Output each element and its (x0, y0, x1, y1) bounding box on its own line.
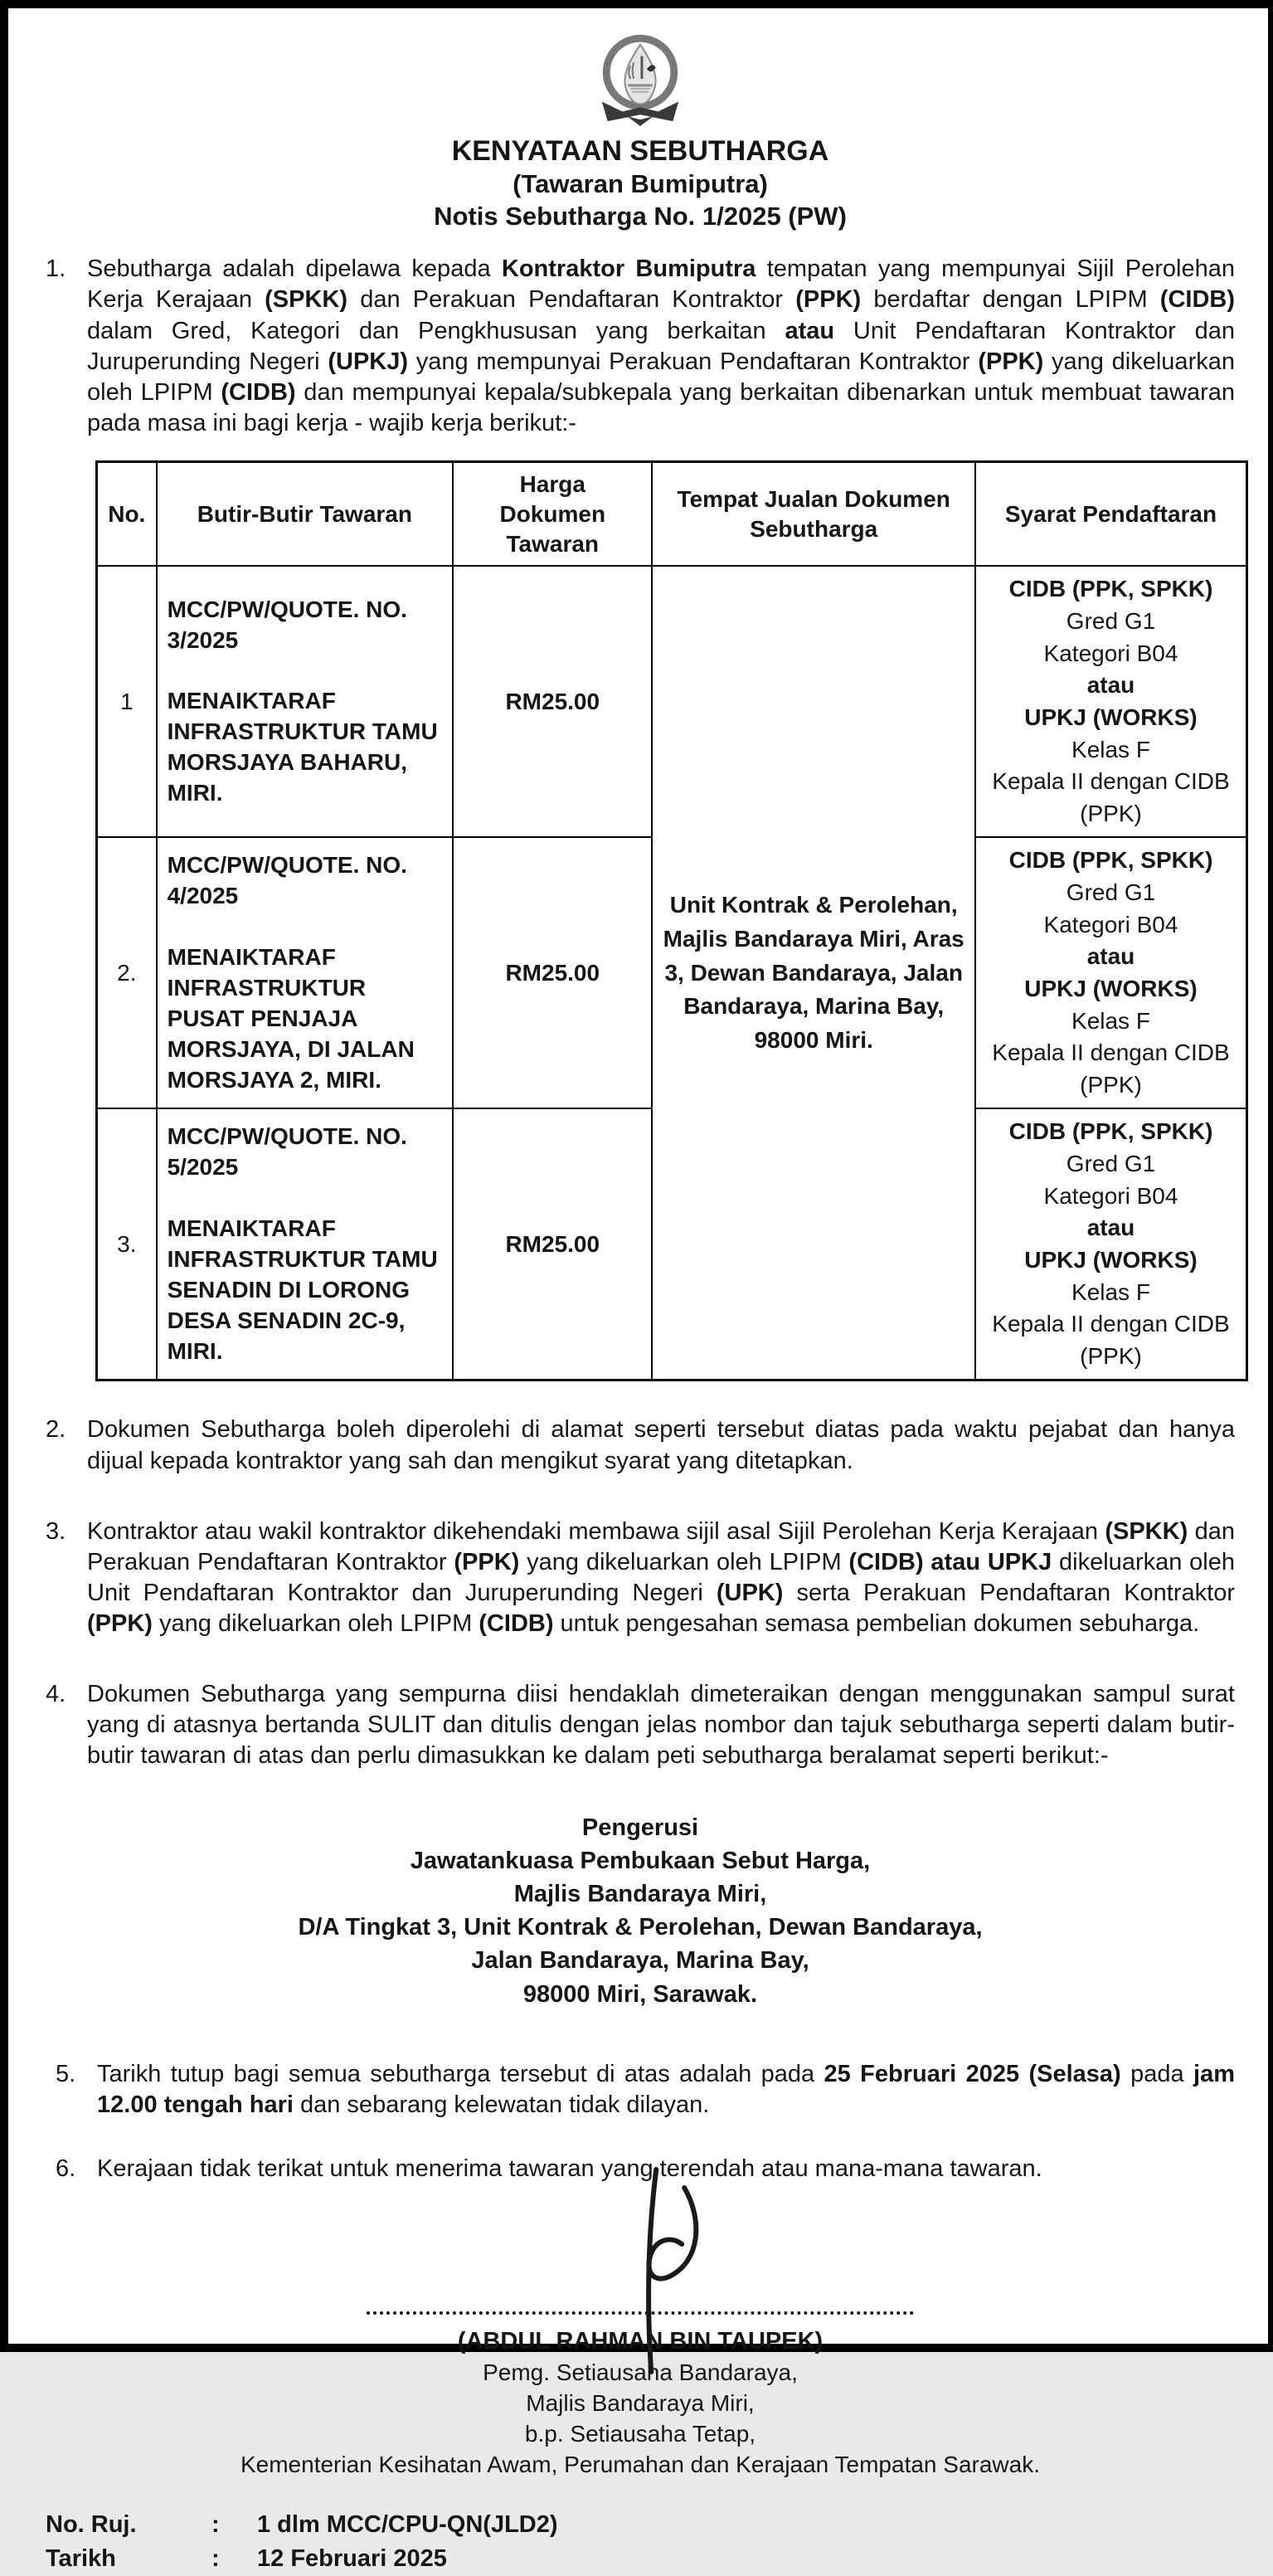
row-3-document-price: RM25.00 (453, 1108, 652, 1381)
sales-location-cell: Unit Kontrak & Perolehan, Majlis Bandaraya Miri, Aras 3, Dewan Bandaraya, Jalan Bandaraya, Marina Bay, 98000 Miri. (652, 566, 975, 1381)
column-header-no: No. (97, 461, 157, 566)
reference-label: No. Ruj. (46, 2511, 137, 2539)
paragraph-5-number: 5. (56, 2060, 76, 2087)
paragraph-3-text: Kontraktor atau wakil kontraktor dikehendaki membawa sijil asal Sijil Perolehan Kerja Kerajaan (SPKK) dan Perakuan Pendaftaran Kontraktor (PPK) yang dikeluarkan oleh LPIPM (CIDB) atau UPKJ dikeluarkan oleh Unit Pendaftaran Kontraktor dan Juruperunding Negeri (UPK) serta Perakuan Pendaftaran Kontraktor (PPK) yang dikeluarkan oleh LPIPM (CIDB) untuk pengesahan semasa pembelian dokumen sebuharga. (87, 1517, 1236, 1637)
row-3-registration-requirements: CIDB (PPK, SPKK) Gred G1 Kategori B04 atau UPKJ (WORKS) Kelas F Kepala II dengan CIDB (PPK) (975, 1108, 1247, 1381)
row-3-tender-details: MCC/PW/QUOTE. NO. 5/2025 MENAIKTARAF INFRASTRUKTUR TAMU SENADIN DI LORONG DESA SENADIN 2C-9, MIRI. (157, 1108, 454, 1381)
paragraph-6 (56, 2154, 1235, 2184)
reference-footer (46, 2508, 1235, 2575)
paragraph-4 (46, 1679, 1235, 1771)
row-1-no: 1 (97, 566, 157, 837)
paragraph-1-number: 1. (46, 256, 66, 283)
signatory-title-line: Majlis Bandaraya Miri, (526, 2389, 755, 2416)
paragraph-2 (46, 1415, 1235, 1476)
address-line: Pengerusi (581, 1814, 699, 1842)
paragraph-6-number: 6. (56, 2155, 76, 2182)
column-header-harga: Harga Dokumen Tawaran (453, 461, 652, 566)
date-separator: : (211, 2545, 220, 2573)
paragraph-6-text: Kerajaan tidak terikat untuk menerima tawaran yang terendah atau mana-mana tawaran. (97, 2155, 1042, 2182)
row-2-document-price: RM25.00 (453, 837, 652, 1108)
row-1-tender-details: MCC/PW/QUOTE. NO. 3/2025 MENAIKTARAF INFRASTRUKTUR TAMU MORSJAYA BAHARU, MIRI. (157, 566, 454, 837)
row-1-registration-requirements: CIDB (PPK, SPKK) Gred G1 Kategori B04 atau UPKJ (WORKS) Kelas F Kepala II dengan CIDB (PPK) (975, 566, 1247, 837)
signatory-name: (ABDUL RAHMAN BIN TAUPEK) (457, 2327, 824, 2354)
column-header-tempat: Tempat Jualan Dokumen Sebutharga (652, 461, 975, 566)
paragraph-4-number: 4. (46, 1681, 66, 1708)
table-header-row (97, 461, 1247, 566)
address-line: Majlis Bandaraya Miri, (513, 1881, 767, 1908)
reference-number-row (46, 2508, 1235, 2542)
row-2-no: 2. (97, 837, 157, 1108)
table-row (97, 566, 1247, 837)
reference-value: 1 dlm MCC/CPU-QN(JLD2) (257, 2511, 558, 2539)
row-1-document-price: RM25.00 (453, 566, 652, 837)
paragraph-1-text: Sebutharga adalah dipelawa kepada Kontraktor Bumiputra tempatan yang mempunyai Sijil Perolehan Kerja Kerajaan (SPKK) dan Perakuan Pendaftaran Kontraktor (PPK) berdaftar dengan LPIPM (CIDB) dalam Gred, Kategori dan Pengkhususan yang berkaitan atau Unit Pendaftaran Kontraktor dan Juruperunding Negeri (UPKJ) yang mempunyai Perakuan Pendaftaran Kontraktor (PPK) yang dikeluarkan oleh LPIPM (CIDB) dan mempunyai kepala/subkepala yang berkaitan dibenarkan untuk membuat tawaran pada masa ini bagi kerja - wajib kerja berikut:- (87, 256, 1236, 436)
column-header-butir: Butir-Butir Tawaran (157, 461, 454, 566)
paragraph-2-text: Dokumen Sebutharga boleh diperolehi di alamat seperti tersebut diatas pada waktu pejabat dan hanya dijual kepada kontraktor yang sah dan mengikut syarat yang ditetapkan. (87, 1416, 1235, 1474)
row-3-no: 3. (97, 1108, 157, 1381)
reference-separator: : (211, 2511, 220, 2539)
column-header-syarat: Syarat Pendaftaran (975, 461, 1247, 566)
submission-address-block (46, 1811, 1235, 2010)
signatory-title-line: Pemg. Setiausaha Bandaraya, (483, 2359, 798, 2385)
document-header (46, 30, 1235, 232)
row-2-tender-details: MCC/PW/QUOTE. NO. 4/2025 MENAIKTARAF INFRASTRUKTUR PUSAT PENJAJA MORSJAYA, DI JALAN MORSJAYA 2, MIRI. (157, 837, 454, 1108)
document-title: KENYATAAN SEBUTHARGA (451, 135, 829, 167)
city-council-crest-logo (591, 30, 689, 129)
address-line: D/A Tingkat 3, Unit Kontrak & Perolehan, Dewan Bandaraya, (298, 1914, 983, 1941)
address-line: Jawatankuasa Pembukaan Sebut Harga, (410, 1848, 871, 1875)
document-subtitle: (Tawaran Bumiputra) (513, 168, 768, 198)
paragraph-3 (46, 1517, 1235, 1639)
paragraph-1 (46, 254, 1235, 439)
notice-number: Notis Sebutharga No. 1/2025 (PW) (434, 201, 847, 231)
date-row (46, 2542, 1235, 2576)
paragraph-3-number: 3. (46, 1517, 66, 1545)
paragraph-4-text: Dokumen Sebutharga yang sempurna diisi hendaklah dimeteraikan dengan menggunakan sampul surat yang di atasnya bertanda SULIT dan ditulis dengan jelas nombor dan tajuk sebutharga seperti dalam butir-butir tawaran di atas dan perlu dimasukkan ke dalam peti sebutharga beralamat seperti berikut:- (87, 1681, 1235, 1770)
row-2-registration-requirements: CIDB (PPK, SPKK) Gred G1 Kategori B04 atau UPKJ (WORKS) Kelas F Kepala II dengan CIDB (PPK) (975, 837, 1247, 1108)
date-value: 12 Februari 2025 (257, 2545, 447, 2573)
address-line: Jalan Bandaraya, Marina Bay, (471, 1947, 809, 1975)
paragraph-5-text: Tarikh tutup bagi semua sebutharga tersebut di atas adalah pada 25 Februari 2025 (Selasa) pada jam 12.00 tengah hari dan sebarang kelewatan tidak dilayan. (97, 2060, 1235, 2118)
date-label: Tarikh (46, 2545, 116, 2573)
paragraph-5 (56, 2059, 1235, 2121)
address-line: 98000 Miri, Sarawak. (522, 1980, 758, 2008)
signature-dotted-line (367, 2311, 914, 2315)
signatory-title-line: Kementerian Kesihatan Awam, Perumahan dan Kerajaan Tempatan Sarawak. (240, 2451, 1040, 2477)
paragraph-2-number: 2. (46, 1416, 66, 1444)
signature-block (46, 2189, 1235, 2481)
signatory-title-line: b.p. Setiausaha Tetap, (524, 2420, 756, 2447)
tender-items-table (95, 460, 1248, 1381)
